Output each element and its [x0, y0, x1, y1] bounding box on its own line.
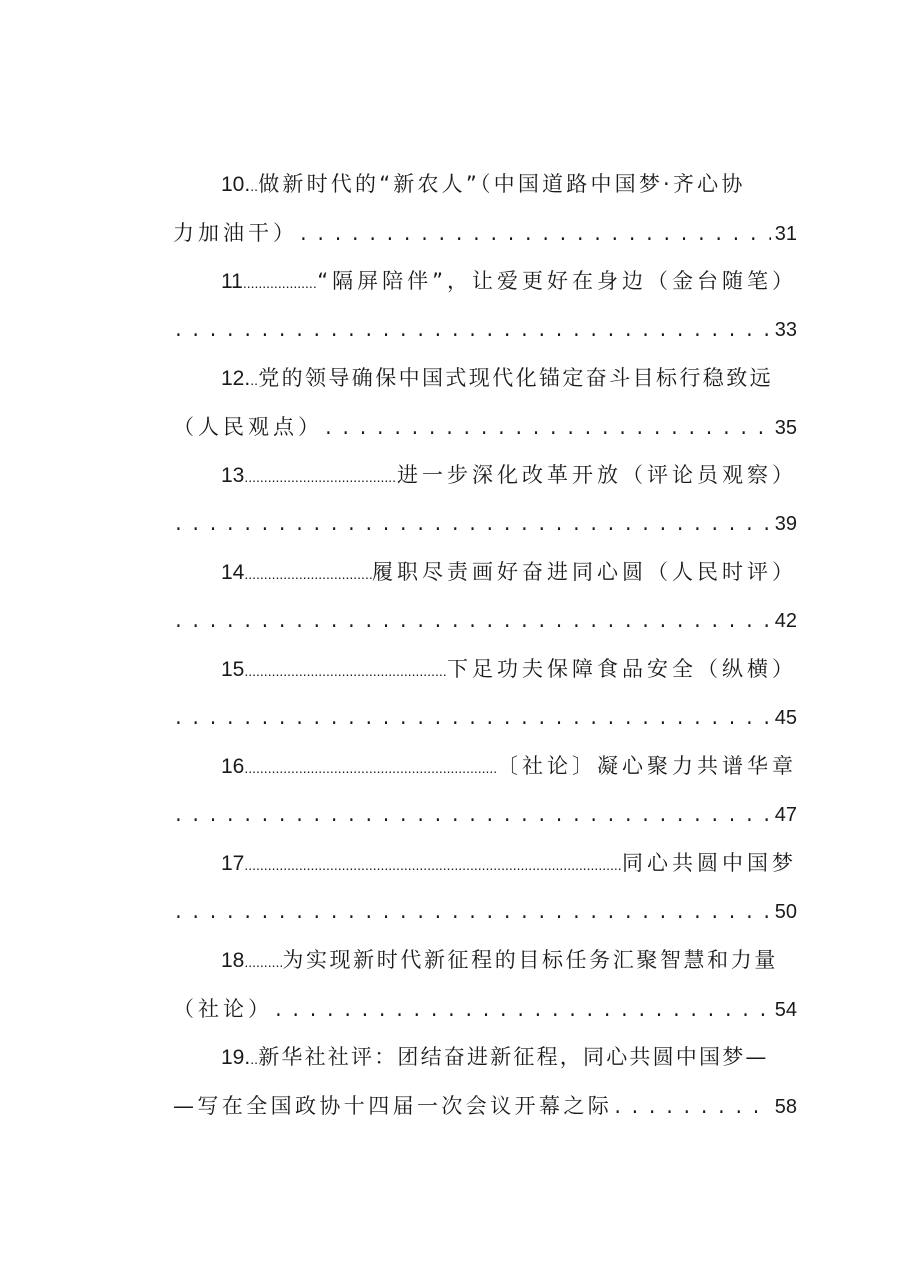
- toc-entry-number: 15: [221, 658, 245, 681]
- toc-entry-dot-leader: [298, 212, 771, 261]
- toc-entry-number: 13: [221, 464, 245, 487]
- toc-entry-line2: [173, 791, 797, 840]
- toc-entry-line2: [173, 1082, 797, 1131]
- toc-entry-dot-leader: [173, 599, 771, 648]
- toc-entry-page-number: 31: [774, 222, 797, 245]
- toc-entry-leader: [243, 259, 317, 308]
- toc-entry-leader: [244, 550, 372, 599]
- toc-entry-14[interactable]: [173, 548, 797, 645]
- toc-entry-page-number: 54: [774, 998, 797, 1021]
- toc-entry-title: 履职尽责画好奋进同心圆（人民时评）: [372, 560, 797, 584]
- toc-entry-page-number: 35: [774, 416, 797, 439]
- toc-entry-dot-leader: [173, 793, 771, 842]
- toc-entry-title: 为实现新时代新征程的目标任务汇聚智慧和力量: [282, 948, 778, 972]
- toc-entry-line1: [173, 354, 797, 403]
- toc-entry-line2: [173, 500, 797, 549]
- toc-entry-10[interactable]: [173, 160, 797, 257]
- toc-entry-leader: [244, 647, 447, 696]
- toc-entry-title-cont: —写在全国政协十四届一次会议开幕之际: [173, 1093, 613, 1118]
- toc-entry-line2: [173, 694, 797, 743]
- toc-entry-title: 〔社论〕凝心聚力共谱华章: [497, 754, 797, 778]
- toc-entry-line2: [173, 985, 797, 1034]
- toc-entry-leader: [250, 162, 258, 211]
- toc-entry-number: 16: [221, 755, 245, 778]
- toc-entry-line1: [173, 257, 797, 306]
- toc-entry-number: 18: [221, 949, 245, 972]
- toc-entry-leader: [250, 1035, 258, 1084]
- toc-entry-page-number: 42: [774, 609, 797, 632]
- toc-entry-number: 14: [221, 561, 245, 584]
- toc-entry-number: 11: [221, 270, 243, 293]
- toc-entry-dot-leader: [173, 696, 771, 745]
- toc-entry-leader: [244, 938, 282, 987]
- toc-entry-line2: [173, 403, 797, 452]
- toc-entry-title: 新华社社评：团结奋进新征程，同心共圆中国梦—: [258, 1045, 769, 1069]
- toc-entry-line1: [173, 645, 797, 694]
- toc-entry-line2: [173, 209, 797, 258]
- toc-entry-page-number: 33: [774, 318, 797, 341]
- toc-entry-leader: [250, 356, 258, 405]
- toc-entry-title: 党的领导确保中国式现代化锚定奋斗目标行稳致远: [258, 366, 774, 390]
- toc-entry-title: 进一步深化改革开放（评论员观察）: [397, 463, 797, 487]
- toc-entry-dot-leader: [273, 988, 771, 1037]
- toc-entry-title: 下足功夫保障食品安全（纵横）: [447, 657, 797, 681]
- table-of-contents: [173, 160, 797, 1130]
- toc-entry-dot-leader: [173, 502, 771, 551]
- toc-entry-line1: [173, 839, 797, 888]
- toc-entry-dot-leader: [173, 308, 771, 357]
- toc-entry-line1: [173, 548, 797, 597]
- toc-entry-dot-leader: [612, 1085, 771, 1134]
- toc-entry-11[interactable]: [173, 257, 797, 354]
- toc-entry-page-number: 47: [774, 803, 797, 826]
- toc-entry-19[interactable]: [173, 1033, 797, 1130]
- toc-entry-line1: [173, 1033, 797, 1082]
- toc-entry-number: 12.: [221, 367, 251, 390]
- toc-entry-leader: [244, 841, 622, 890]
- toc-entry-page-number: 50: [774, 900, 797, 923]
- toc-entry-page-number: 45: [774, 706, 797, 729]
- toc-entry-18[interactable]: [173, 936, 797, 1033]
- toc-entry-title: “隔屏陪伴”，让爱更好在身边（金台随笔）: [317, 269, 797, 293]
- toc-entry-17[interactable]: [173, 839, 797, 936]
- toc-entry-line1: [173, 160, 797, 209]
- toc-entry-title: 做新时代的“新农人”（中国道路中国梦·齐心协: [258, 172, 746, 196]
- toc-entry-leader: [244, 744, 497, 793]
- toc-entry-dot-leader: [173, 890, 771, 939]
- toc-entry-title-cont: 力加油干）: [173, 220, 298, 245]
- toc-entry-number: 10.: [221, 173, 251, 196]
- toc-entry-title-cont: （社论）: [173, 996, 273, 1021]
- toc-entry-line1: [173, 742, 797, 791]
- toc-entry-page-number: 58: [774, 1095, 797, 1118]
- toc-entry-dot-leader: [323, 406, 771, 455]
- toc-entry-line2: [173, 306, 797, 355]
- toc-entry-number: 17: [221, 852, 245, 875]
- toc-entry-line1: [173, 936, 797, 985]
- toc-entry-16[interactable]: [173, 742, 797, 839]
- toc-entry-line2: [173, 597, 797, 646]
- toc-entry-line2: [173, 888, 797, 937]
- toc-entry-13[interactable]: [173, 451, 797, 548]
- toc-entry-title: 同心共圆中国梦: [622, 851, 797, 875]
- toc-entry-title-cont: （人民观点）: [173, 414, 323, 439]
- toc-entry-line1: [173, 451, 797, 500]
- toc-entry-12[interactable]: [173, 354, 797, 451]
- toc-entry-page-number: 39: [774, 512, 797, 535]
- toc-entry-number: 19.: [221, 1046, 251, 1069]
- toc-entry-15[interactable]: [173, 645, 797, 742]
- toc-entry-leader: [244, 453, 397, 502]
